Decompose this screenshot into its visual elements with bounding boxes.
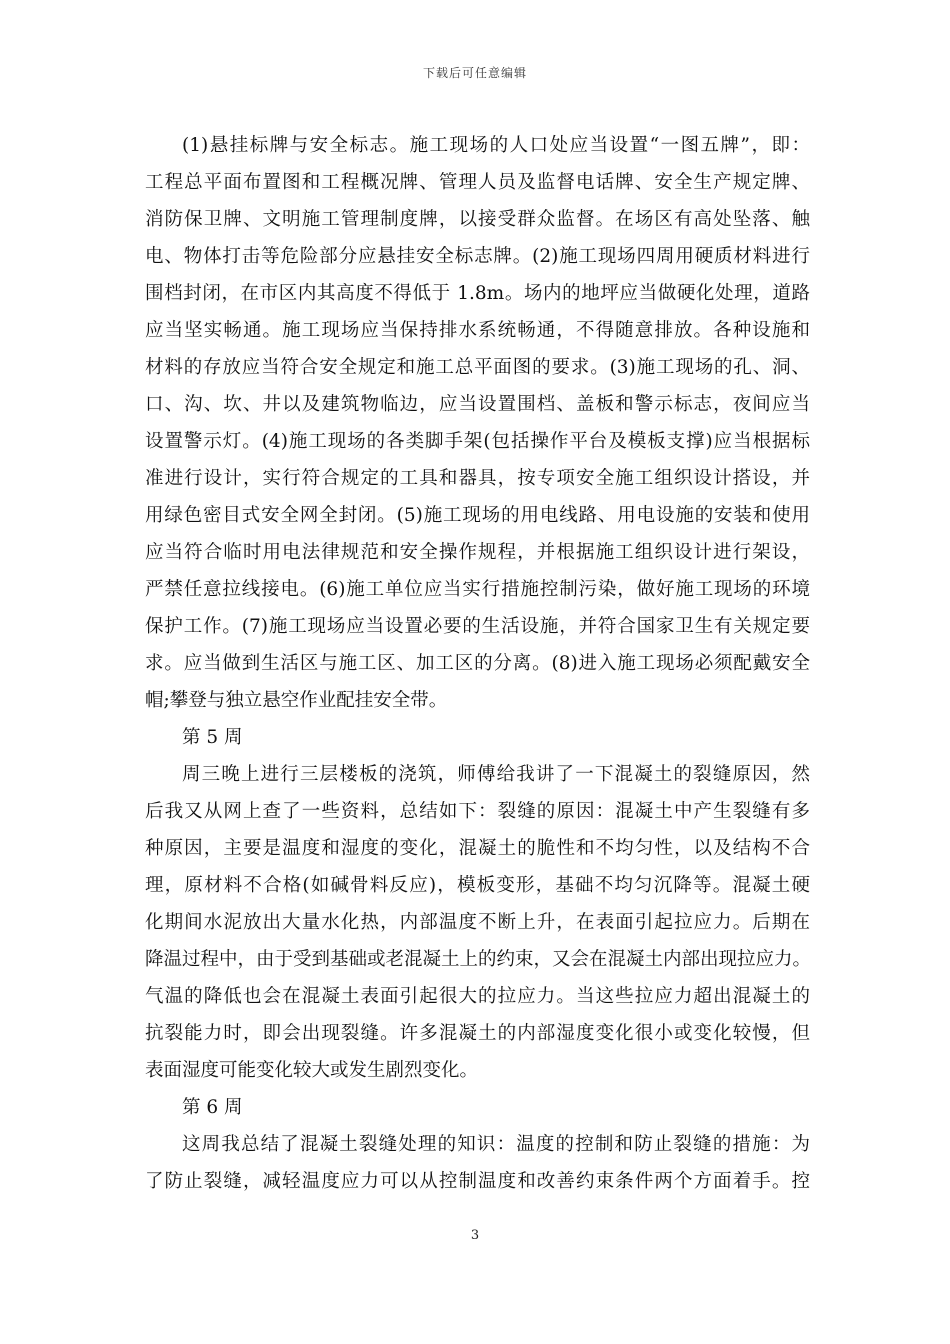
- paragraph-line: 工程总平面布置图和工程概况牌、管理人员及监督电话牌、安全生产规定牌、: [145, 172, 810, 193]
- paragraph-line: 应当坚实畅通。施工现场应当保持排水系统畅通，不得随意排放。各种设施和: [145, 320, 810, 341]
- paragraph-line: 理，原材料不合格(如碱骨料反应)，模板变形，基础不均匀沉降等。混凝土硬: [145, 875, 810, 896]
- paragraph-line: 保护工作。(7)施工现场应当设置必要的生活设施，并符合国家卫生有关规定要: [145, 616, 810, 637]
- paragraph-line: 应当符合临时用电法律规范和安全操作规程，并根据施工组织设计进行架设，: [145, 542, 810, 563]
- paragraph-line: 化期间水泥放出大量水化热，内部温度不断上升，在表面引起拉应力。后期在: [145, 912, 810, 933]
- page-number: 3: [470, 1228, 480, 1243]
- paragraph-line: 降温过程中，由于受到基础或老混凝土上的约束，又会在混凝土内部出现拉应力。: [145, 949, 812, 970]
- paragraph-line: 准进行设计，实行符合规定的工具和器具，按专项安全施工组织设计搭设，并: [145, 468, 810, 489]
- paragraph-line: 用绿色密目式安全网全封闭。(5)施工现场的用电线路、用电设施的安装和使用: [145, 505, 810, 526]
- paragraph-line: 设置警示灯。(4)施工现场的各类脚手架(包括操作平台及模板支撑)应当根据标: [145, 431, 810, 452]
- paragraph-line: 消防保卫牌、文明施工管理制度牌，以接受群众监督。在场区有高处坠落、触: [145, 209, 810, 230]
- body-text: [145, 127, 810, 1200]
- section-heading-week-6: 第 6 周: [182, 1097, 243, 1118]
- paragraph-line: (1)悬挂标牌与安全标志。施工现场的人口处应当设置“一图五牌”，即：: [182, 135, 810, 156]
- section-heading-week-5: 第 5 周: [182, 727, 243, 748]
- paragraph-line: 材料的存放应当符合安全规定和施工总平面图的要求。(3)施工现场的孔、洞、: [145, 357, 810, 378]
- paragraph-line: 了防止裂缝，减轻温度应力可以从控制温度和改善约束条件两个方面着手。控: [145, 1171, 810, 1192]
- paragraph-line: 严禁任意拉线接电。(6)施工单位应当实行措施控制污染，做好施工现场的环境: [145, 579, 810, 600]
- paragraph-line: 后我又从网上查了一些资料，总结如下：裂缝的原因：混凝土中产生裂缝有多: [145, 801, 810, 822]
- paragraph-line: 周三晚上进行三层楼板的浇筑，师傅给我讲了一下混凝土的裂缝原因，然: [182, 764, 810, 785]
- paragraph-line: 口、沟、坎、井以及建筑物临边，应当设置围档、盖板和警示标志，夜间应当: [145, 394, 810, 415]
- paragraph-line: 电、物体打击等危险部分应悬挂安全标志牌。(2)施工现场四周用硬质材料进行: [145, 246, 810, 267]
- paragraph-line: 种原因，主要是温度和湿度的变化，混凝土的脆性和不均匀性，以及结构不合: [145, 838, 810, 859]
- paragraph-line: 表面湿度可能变化较大或发生剧烈变化。: [145, 1060, 479, 1081]
- page-header: 下载后可任意编辑: [422, 66, 527, 80]
- paragraph-line: 求。应当做到生活区与施工区、加工区的分离。(8)进入施工现场必须配戴安全: [145, 653, 810, 674]
- paragraph-line: 围档封闭，在市区内其高度不得低于 1.8m。场内的地坪应当做硬化处理，道路: [145, 283, 810, 304]
- paragraph-line: 气温的降低也会在混凝土表面引起很大的拉应力。当这些拉应力超出混凝土的: [145, 986, 810, 1007]
- paragraph-line: 这周我总结了混凝土裂缝处理的知识：温度的控制和防止裂缝的措施：为: [182, 1134, 810, 1155]
- paragraph-line: 帽;攀登与独立悬空作业配挂安全带。: [145, 690, 448, 711]
- paragraph-line: 抗裂能力时，即会出现裂缝。许多混凝土的内部湿度变化很小或变化较慢，但: [145, 1023, 810, 1044]
